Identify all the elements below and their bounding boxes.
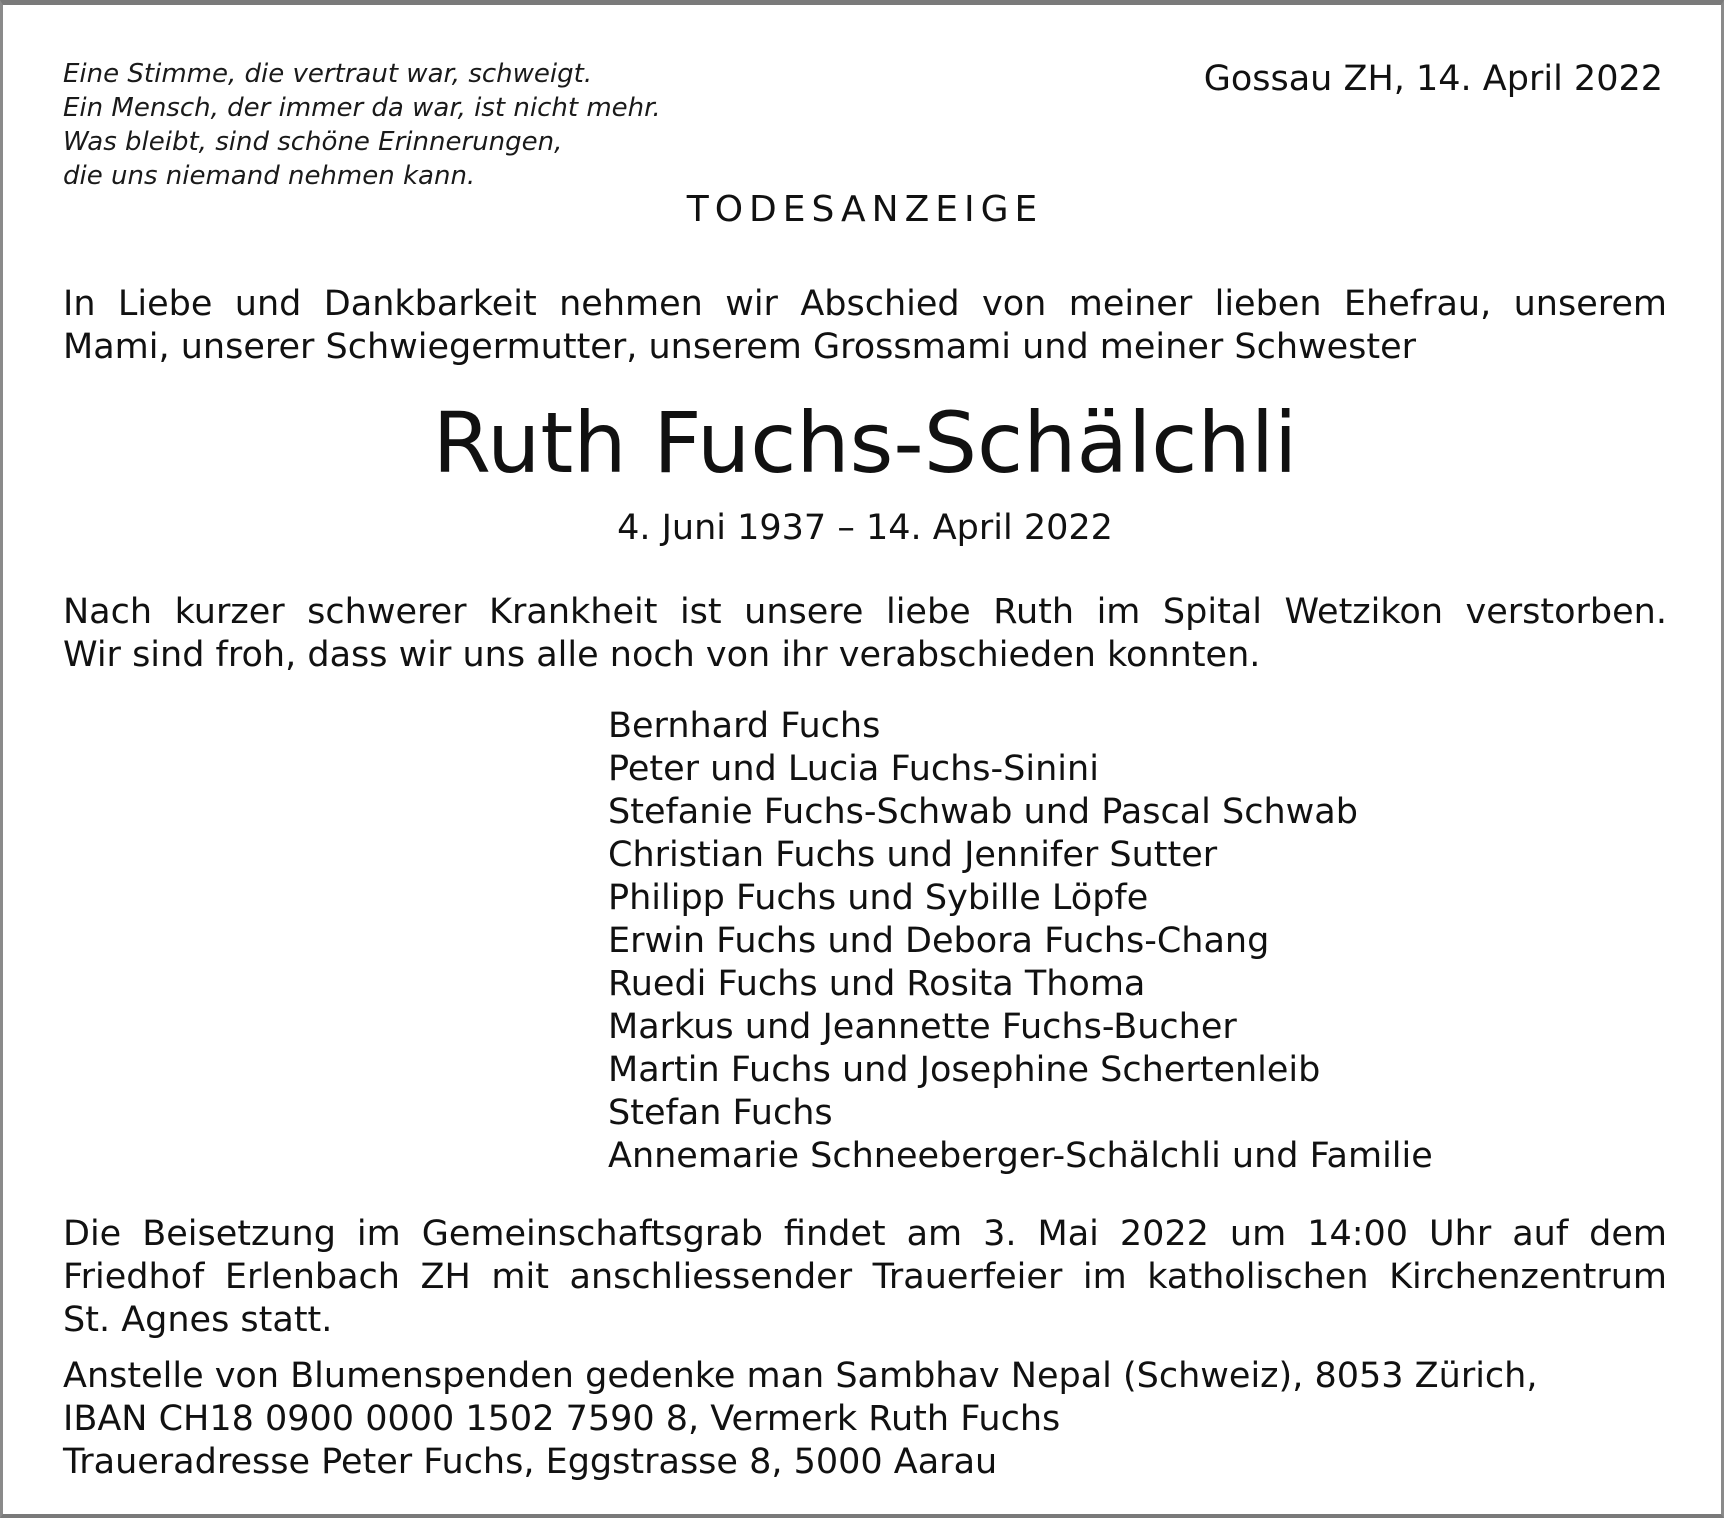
illness-line-text: Nach kurzer schwerer Krankheit ist unsere liebe Ruth im Spital Wetzikon verstorben. bbox=[63, 592, 1667, 632]
intro-line-text: In Liebe und Dankbarkeit nehmen wir Abschied von meiner lieben Ehefrau, unserem bbox=[63, 284, 1667, 324]
illness-paragraph bbox=[63, 591, 1667, 677]
mourner-entry: Stefan Fuchs bbox=[608, 1093, 833, 1133]
mourner-entry: Markus und Jeannette Fuchs-Bucher bbox=[608, 1007, 1237, 1047]
burial-line-text: Die Beisetzung im Gemeinschaftsgrab findet am 3. Mai 2022 um 14:00 Uhr auf dem bbox=[63, 1214, 1667, 1254]
burial-line-text: Friedhof Erlenbach ZH mit anschliessender Trauerfeier im katholischen Kirchenzentrum bbox=[63, 1257, 1667, 1297]
intro-line: Mami, unserer Schwiegermutter, unserem Grossmami und meiner Schwester bbox=[63, 327, 1417, 367]
mourner-entry: Erwin Fuchs und Debora Fuchs-Chang bbox=[608, 921, 1270, 961]
poem-line: Eine Stimme, die vertraut war, schweigt. bbox=[63, 59, 593, 89]
mourner-entry: Annemarie Schneeberger-Schälchli und Familie bbox=[608, 1136, 1433, 1176]
mourner-entry: Philipp Fuchs und Sybille Löpfe bbox=[608, 878, 1149, 918]
mourners-list bbox=[608, 705, 1433, 1178]
mourner-entry: Bernhard Fuchs bbox=[608, 706, 881, 746]
mourner-entry: Peter und Lucia Fuchs-Sinini bbox=[608, 749, 1099, 789]
donation-line: Anstelle von Blumenspenden gedenke man Sambhav Nepal (Schweiz), 8053 Zürich, bbox=[63, 1356, 1538, 1396]
mourner-entry: Stefanie Fuchs-Schwab und Pascal Schwab bbox=[608, 792, 1358, 832]
burial-paragraph bbox=[63, 1213, 1667, 1342]
mourner-entry: Martin Fuchs und Josephine Schertenleib bbox=[608, 1050, 1321, 1090]
life-dates: 4. Juni 1937 – 14. April 2022 bbox=[617, 508, 1113, 548]
poem-line: Was bleibt, sind schöne Erinnerungen, bbox=[63, 127, 563, 157]
deceased-name: Ruth Fuchs-Schälchli bbox=[432, 394, 1298, 492]
burial-line bbox=[63, 1256, 1667, 1299]
poem-line: die uns niemand nehmen kann. bbox=[63, 161, 476, 191]
mourner-entry: Christian Fuchs und Jennifer Sutter bbox=[608, 835, 1218, 875]
illness-line bbox=[63, 591, 1667, 634]
burial-line bbox=[63, 1213, 1667, 1256]
illness-line: Wir sind froh, dass wir uns alle noch von ihr verabschieden konnten. bbox=[63, 635, 1261, 675]
place-and-date: Gossau ZH, 14. April 2022 bbox=[1203, 59, 1663, 99]
donation-paragraph bbox=[63, 1355, 1537, 1484]
donation-line: IBAN CH18 0900 0000 1502 7590 8, Vermerk Ruth Fuchs bbox=[63, 1399, 1061, 1439]
poem-line: Ein Mensch, der immer da war, ist nicht mehr. bbox=[63, 93, 661, 123]
burial-line: St. Agnes statt. bbox=[63, 1300, 333, 1340]
mourner-entry: Ruedi Fuchs und Rosita Thoma bbox=[608, 964, 1146, 1004]
donation-line: Traueradresse Peter Fuchs, Eggstrasse 8, 5000 Aarau bbox=[63, 1442, 998, 1482]
poem-verse bbox=[63, 57, 661, 193]
notice-heading: TODESANZEIGE bbox=[686, 189, 1044, 230]
intro-paragraph bbox=[63, 283, 1667, 369]
intro-line bbox=[63, 283, 1667, 326]
